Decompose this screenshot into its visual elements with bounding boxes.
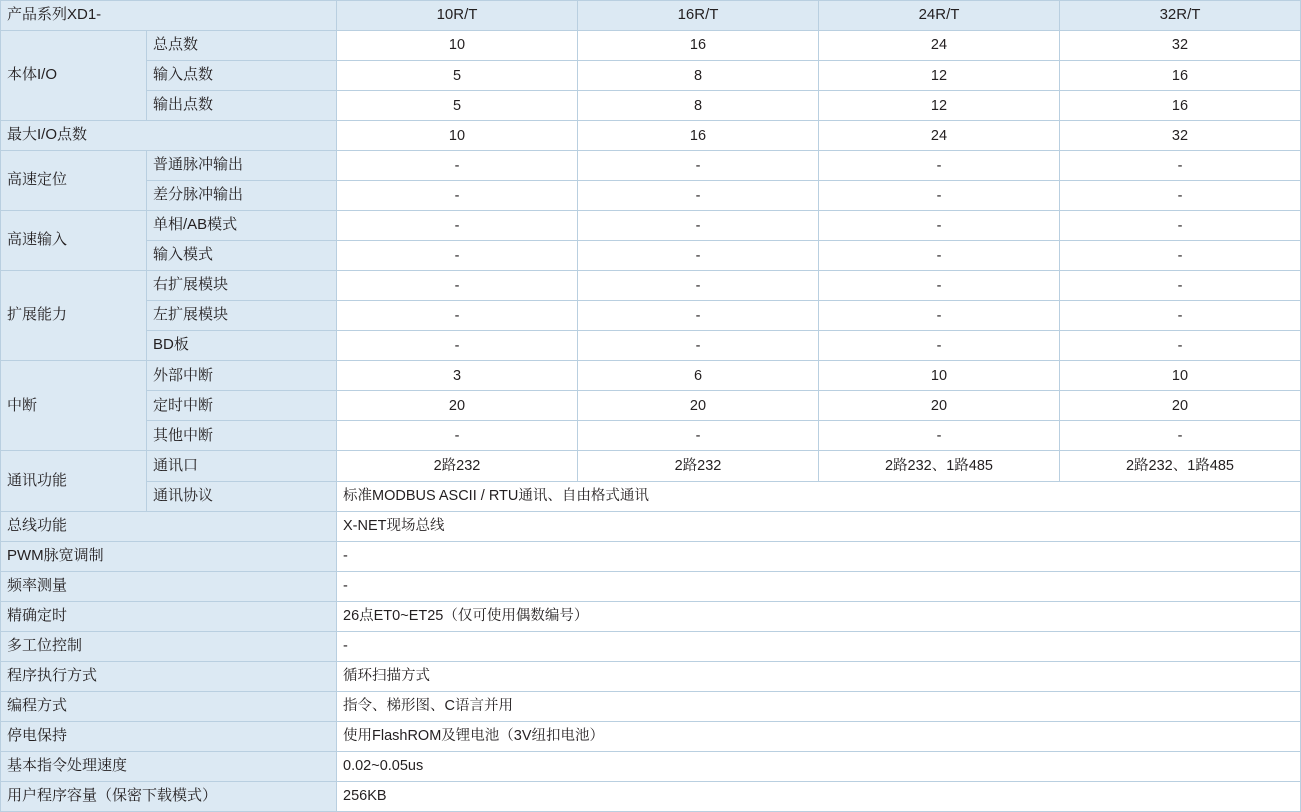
cell-value: 256KB xyxy=(337,781,1301,811)
cell-value: 24 xyxy=(819,121,1060,151)
cell-value: - xyxy=(337,421,578,451)
cell-value: - xyxy=(819,211,1060,241)
table-header-row xyxy=(1,1,1301,31)
cell-value: 12 xyxy=(819,61,1060,91)
cell-value: - xyxy=(337,211,578,241)
sub-label-input-mode: 输入模式 xyxy=(147,241,337,271)
cell-value: - xyxy=(578,151,819,181)
cell-value: - xyxy=(1060,151,1301,181)
cell-value: - xyxy=(819,301,1060,331)
table-row xyxy=(1,391,1301,421)
cell-value: 6 xyxy=(578,361,819,391)
sub-label-timer-interrupt: 定时中断 xyxy=(147,391,337,421)
table-row xyxy=(1,541,1301,571)
table-row xyxy=(1,631,1301,661)
table-row xyxy=(1,301,1301,331)
table-row xyxy=(1,91,1301,121)
cell-value: 12 xyxy=(819,91,1060,121)
group-label-high-speed-positioning: 高速定位 xyxy=(1,151,147,211)
sub-label-left-expansion-module: 左扩展模块 xyxy=(147,301,337,331)
cell-value: - xyxy=(1060,331,1301,361)
cell-value: - xyxy=(1060,241,1301,271)
row-label-pwm: PWM脉宽调制 xyxy=(1,541,337,571)
cell-value: - xyxy=(337,271,578,301)
group-label-interrupt: 中断 xyxy=(1,361,147,451)
cell-value: - xyxy=(1060,271,1301,301)
cell-value: - xyxy=(337,241,578,271)
table-row xyxy=(1,511,1301,541)
cell-value: X-NET现场总线 xyxy=(337,511,1301,541)
cell-value: 16 xyxy=(1060,91,1301,121)
cell-value: 26点ET0~ET25（仅可使用偶数编号） xyxy=(337,601,1301,631)
row-label-programming-mode: 编程方式 xyxy=(1,691,337,721)
cell-value: 10 xyxy=(337,31,578,61)
cell-value: 标准MODBUS ASCII / RTU通讯、自由格式通讯 xyxy=(337,481,1301,511)
row-label-precise-timing: 精确定时 xyxy=(1,601,337,631)
table-row xyxy=(1,691,1301,721)
group-label-max-io: 最大I/O点数 xyxy=(1,121,337,151)
sub-label-other-interrupt: 其他中断 xyxy=(147,421,337,451)
sub-label-output-points: 输出点数 xyxy=(147,91,337,121)
cell-value: 32 xyxy=(1060,31,1301,61)
table-row xyxy=(1,61,1301,91)
table-row xyxy=(1,751,1301,781)
row-label-bus-function: 总线功能 xyxy=(1,511,337,541)
model-header-2: 24R/T xyxy=(819,1,1060,31)
row-label-power-failure-retention: 停电保持 xyxy=(1,721,337,751)
cell-value: - xyxy=(337,301,578,331)
cell-value: 2路232 xyxy=(578,451,819,481)
row-label-frequency-measurement: 频率测量 xyxy=(1,571,337,601)
table-row xyxy=(1,181,1301,211)
cell-value: - xyxy=(1060,301,1301,331)
row-label-basic-instruction-speed: 基本指令处理速度 xyxy=(1,751,337,781)
table-row xyxy=(1,331,1301,361)
model-header-3: 32R/T xyxy=(1060,1,1301,31)
table-row xyxy=(1,451,1301,481)
cell-value: - xyxy=(578,271,819,301)
table-row xyxy=(1,241,1301,271)
table-row xyxy=(1,661,1301,691)
cell-value: 20 xyxy=(819,391,1060,421)
table-row xyxy=(1,421,1301,451)
table-row xyxy=(1,151,1301,181)
cell-value: - xyxy=(337,331,578,361)
cell-value: - xyxy=(337,631,1301,661)
group-label-high-speed-input: 高速输入 xyxy=(1,211,147,271)
cell-value: 3 xyxy=(337,361,578,391)
table-row xyxy=(1,271,1301,301)
sub-label-differential-pulse-output: 差分脉冲输出 xyxy=(147,181,337,211)
cell-value: - xyxy=(578,331,819,361)
cell-value: - xyxy=(819,151,1060,181)
sub-label-external-interrupt: 外部中断 xyxy=(147,361,337,391)
cell-value: - xyxy=(578,241,819,271)
cell-value: 5 xyxy=(337,91,578,121)
cell-value: 2路232、1路485 xyxy=(819,451,1060,481)
cell-value: 0.02~0.05us xyxy=(337,751,1301,781)
cell-value: 10 xyxy=(819,361,1060,391)
cell-value: - xyxy=(1060,181,1301,211)
cell-value: 16 xyxy=(1060,61,1301,91)
cell-value: 2路232 xyxy=(337,451,578,481)
table-row xyxy=(1,121,1301,151)
sub-label-single-phase-ab-mode: 单相/AB模式 xyxy=(147,211,337,241)
sub-label-communication-port: 通讯口 xyxy=(147,451,337,481)
group-label-expansion-capability: 扩展能力 xyxy=(1,271,147,361)
cell-value: 8 xyxy=(578,91,819,121)
cell-value: 10 xyxy=(1060,361,1301,391)
cell-value: 循环扫描方式 xyxy=(337,661,1301,691)
cell-value: - xyxy=(578,421,819,451)
table-row xyxy=(1,601,1301,631)
sub-label-total-points: 总点数 xyxy=(147,31,337,61)
row-label-user-program-capacity: 用户程序容量（保密下载模式） xyxy=(1,781,337,811)
cell-value: - xyxy=(819,271,1060,301)
cell-value: - xyxy=(337,181,578,211)
series-label: 产品系列XD1- xyxy=(1,1,337,31)
cell-value: 20 xyxy=(1060,391,1301,421)
cell-value: - xyxy=(1060,211,1301,241)
table-row xyxy=(1,361,1301,391)
cell-value: 16 xyxy=(578,121,819,151)
table-row xyxy=(1,721,1301,751)
cell-value: 指令、梯形图、C语言并用 xyxy=(337,691,1301,721)
cell-value: - xyxy=(337,571,1301,601)
table-row xyxy=(1,571,1301,601)
cell-value: 8 xyxy=(578,61,819,91)
sub-label-right-expansion-module: 右扩展模块 xyxy=(147,271,337,301)
group-label-communication: 通讯功能 xyxy=(1,451,147,511)
cell-value: 使用FlashROM及锂电池（3V纽扣电池） xyxy=(337,721,1301,751)
cell-value: 10 xyxy=(337,121,578,151)
cell-value: 2路232、1路485 xyxy=(1060,451,1301,481)
sub-label-normal-pulse-output: 普通脉冲输出 xyxy=(147,151,337,181)
row-label-program-execution-mode: 程序执行方式 xyxy=(1,661,337,691)
cell-value: - xyxy=(819,421,1060,451)
table-row xyxy=(1,211,1301,241)
cell-value: - xyxy=(578,181,819,211)
cell-value: 24 xyxy=(819,31,1060,61)
cell-value: 5 xyxy=(337,61,578,91)
cell-value: - xyxy=(578,211,819,241)
table-row xyxy=(1,31,1301,61)
sub-label-input-points: 输入点数 xyxy=(147,61,337,91)
row-label-multi-station-control: 多工位控制 xyxy=(1,631,337,661)
cell-value: - xyxy=(1060,421,1301,451)
model-header-0: 10R/T xyxy=(337,1,578,31)
group-label-body-io: 本体I/O xyxy=(1,31,147,121)
cell-value: 20 xyxy=(578,391,819,421)
cell-value: 16 xyxy=(578,31,819,61)
model-header-1: 16R/T xyxy=(578,1,819,31)
cell-value: - xyxy=(819,331,1060,361)
table-row xyxy=(1,781,1301,811)
cell-value: - xyxy=(578,301,819,331)
sub-label-bd-board: BD板 xyxy=(147,331,337,361)
cell-value: 20 xyxy=(337,391,578,421)
cell-value: - xyxy=(819,241,1060,271)
cell-value: 32 xyxy=(1060,121,1301,151)
table-row xyxy=(1,481,1301,511)
sub-label-communication-protocol: 通讯协议 xyxy=(147,481,337,511)
cell-value: - xyxy=(337,151,578,181)
cell-value: - xyxy=(819,181,1060,211)
cell-value: - xyxy=(337,541,1301,571)
